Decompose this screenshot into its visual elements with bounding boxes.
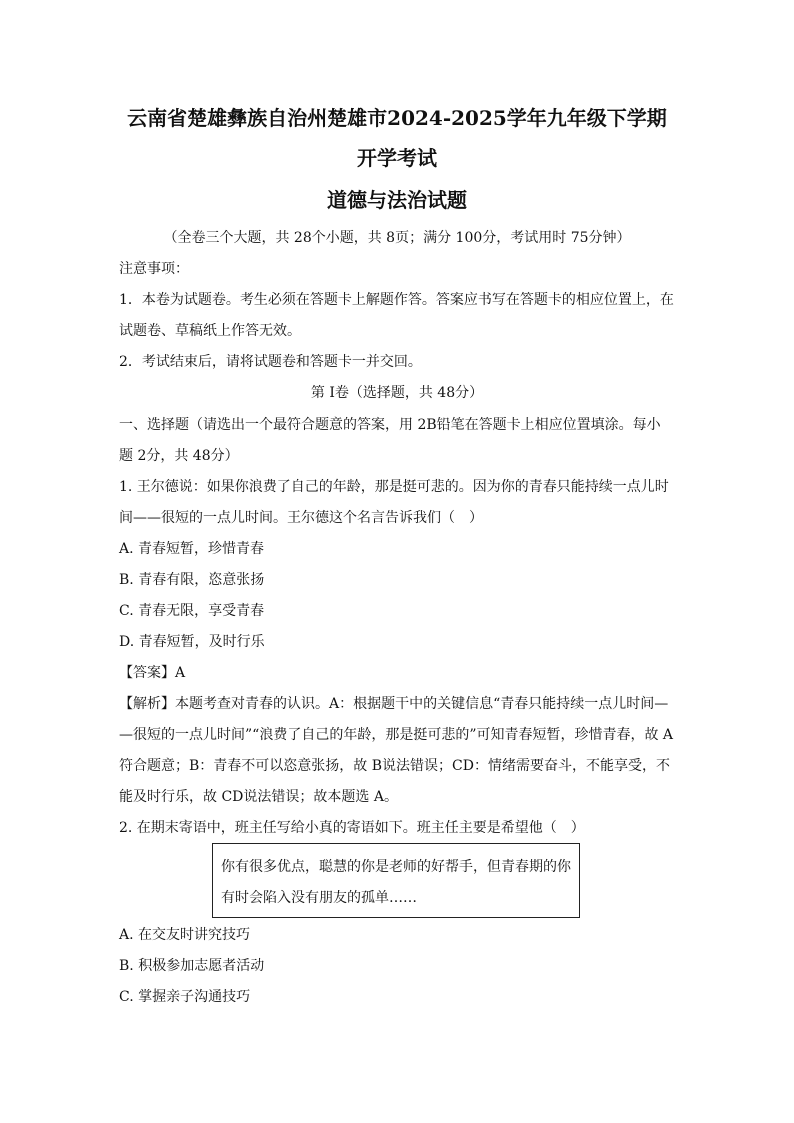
- exam-title-line2: 开学考试: [357, 146, 437, 170]
- part-heading-line1: 一、选择题（请选出一个最符合题意的答案，用 2B铅笔在答题卡上相应位置填涂。每小: [119, 417, 661, 433]
- q1-analysis-line3: 符合题意；B：青春不可以恣意张扬，故 B说法错误；CD：情绪需要奋斗，不能享受，不: [119, 758, 670, 774]
- part-heading-line2: 题 2分，共 48分）: [119, 448, 239, 464]
- q1-option-d: D. 青春短暂，及时行乐: [119, 634, 265, 650]
- exam-info: （全卷三个大题，共 28个小题，共 8页；满分 100分，考试用时 75分钟）: [163, 230, 631, 246]
- notice-item-1-line2: 试题卷、草稿纸上作答无效。: [119, 323, 301, 339]
- q1-option-b: B. 青春有限，恣意张扬: [119, 572, 265, 588]
- q2-stem: 2. 在期末寄语中，班主任写给小真的寄语如下。班主任主要是希望他（ ）: [119, 820, 585, 836]
- q1-analysis-line4: 能及时行乐，故 CD说法错误；故本题选 A。: [119, 789, 398, 805]
- q1-option-a: A. 青春短暂，珍惜青春: [119, 541, 265, 557]
- notice-item-1-line1: 1．本卷为试题卷。考生必须在答题卡上解题作答。答案应书写在答题卡的相应位置上，在: [119, 292, 674, 308]
- q2-message-line1: 你有很多优点，聪慧的你是老师的好帮手，但青春期的你: [221, 859, 571, 875]
- q1-analysis-line2: —很短的一点儿时间”“浪费了自己的年龄，那是挺可悲的”可知青春短暂，珍惜青春，故 A: [119, 727, 674, 743]
- q2-option-b: B. 积极参加志愿者活动: [119, 958, 265, 974]
- notice-item-2: 2．考试结束后，请将试题卷和答题卡一并交回。: [119, 354, 422, 370]
- q1-answer: 【答案】A: [119, 665, 186, 681]
- q1-stem-line1: 1. 王尔德说：如果你浪费了自己的年龄，那是挺可悲的。因为你的青春只能持续一点儿时: [119, 479, 669, 495]
- q2-option-a: A. 在交友时讲究技巧: [119, 927, 251, 943]
- q1-analysis-line1: 【解析】本题考查对青春的认识。A：根据题干中的关键信息“青春只能持续一点儿时间—: [119, 696, 669, 712]
- q2-option-c: C. 掌握亲子沟通技巧: [119, 989, 251, 1005]
- subject-title: 道德与法治试题: [327, 188, 467, 212]
- q1-option-c: C. 青春无限，享受青春: [119, 603, 265, 619]
- notice-heading: 注意事项：: [119, 261, 189, 277]
- q1-stem-line2: 间——很短的一点儿时间。王尔德这个名言告诉我们（ ）: [119, 510, 483, 526]
- exam-title-line1: 云南省楚雄彝族自治州楚雄市2024-2025学年九年级下学期: [127, 106, 667, 130]
- q2-message-box: [212, 843, 580, 918]
- section-heading: 第 I卷（选择题，共 48分）: [310, 385, 484, 401]
- q2-message-line2: 有时会陷入没有朋友的孤单……: [221, 890, 417, 906]
